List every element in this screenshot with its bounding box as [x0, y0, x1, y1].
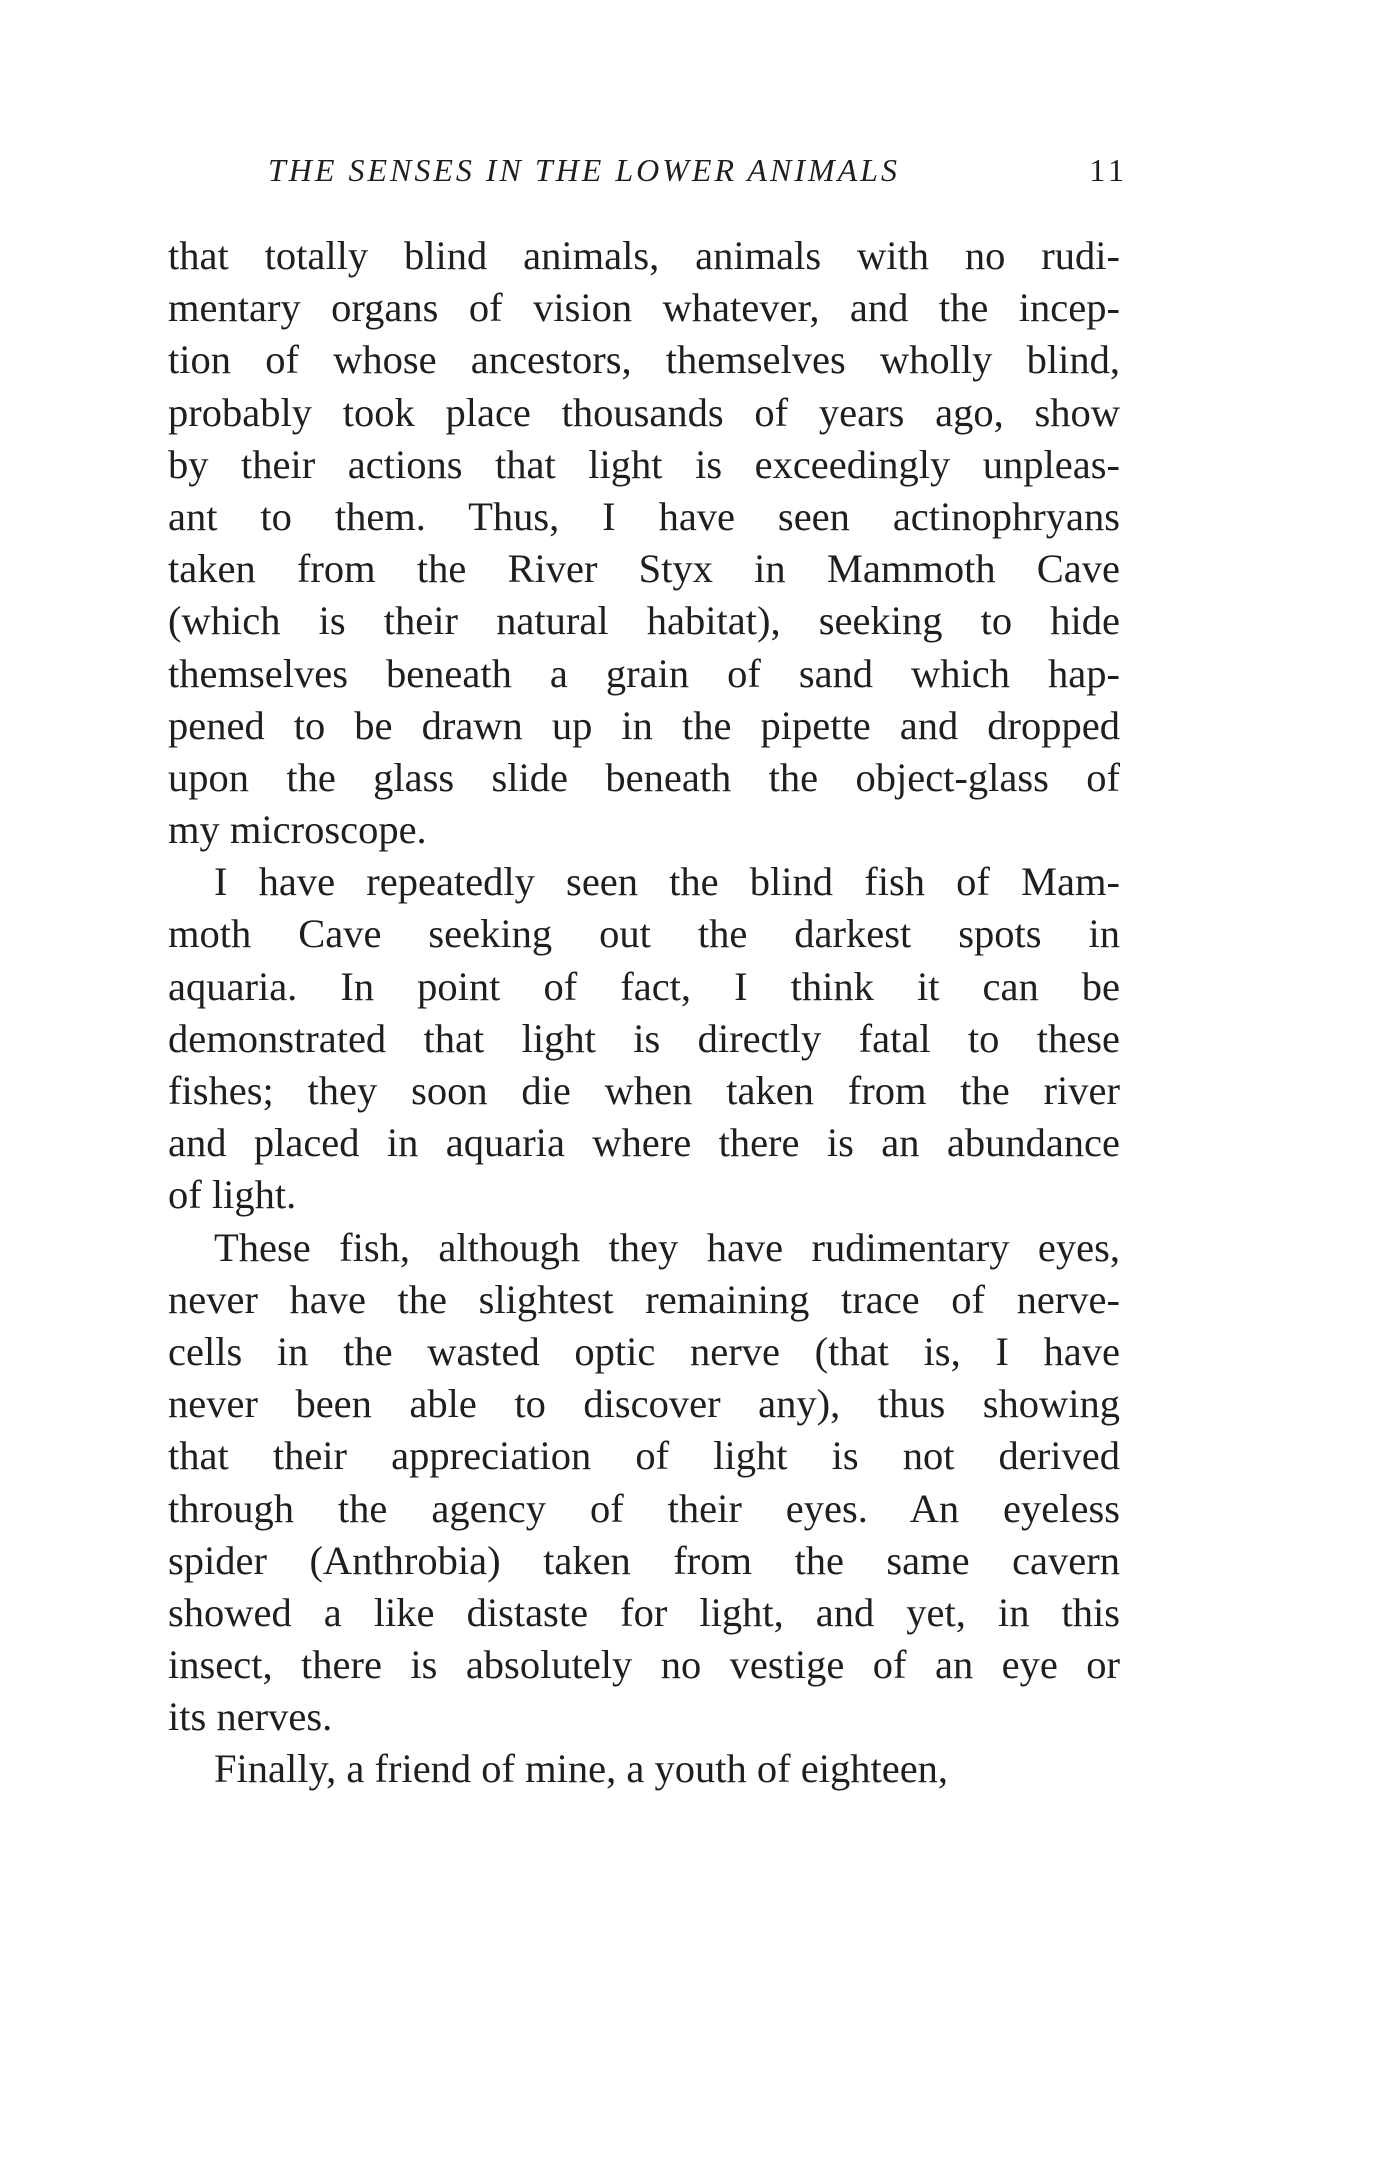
text-line: my microscope. [168, 807, 427, 853]
text-line: moth Cave seeking out the darkest spots in [168, 911, 1120, 957]
text-line: mentary organs of vision whatever, and the incep- [168, 285, 1120, 331]
text-line: tion of whose ancestors, themselves wholly blind, [168, 337, 1120, 383]
text-line: I have repeatedly seen the blind fish of Mam- [214, 859, 1120, 905]
text-line: aquaria. In point of fact, I think it can be [168, 963, 1120, 1009]
text-line: themselves beneath a grain of sand which hap- [168, 650, 1120, 696]
text-line: (which is their natural habitat), seeking to hide [168, 598, 1120, 644]
text-line: taken from the River Styx in Mammoth Cave [168, 546, 1120, 592]
running-head: THE SENSES IN THE LOWER ANIMALS [268, 152, 900, 188]
paragraph [168, 1222, 1120, 1744]
text-line: through the agency of their eyes. An eyeless [168, 1485, 1120, 1531]
text-line: fishes; they soon die when taken from the river [168, 1068, 1120, 1113]
body-text [168, 230, 1120, 1796]
text-line: of light. [168, 1172, 297, 1218]
text-line: that totally blind animals, animals with no rudi- [168, 233, 1120, 278]
text-line: upon the glass slide beneath the object-glass of [168, 754, 1120, 800]
text-line: These fish, although they have rudimentary eyes, [214, 1224, 1120, 1270]
text-line: spider (Anthrobia) taken from the same cavern [168, 1537, 1120, 1583]
page-number: 11 [1089, 152, 1128, 188]
text-line: ant to them. Thus, I have seen actinophryans [168, 493, 1120, 539]
text-line: that their appreciation of light is not derived [168, 1433, 1120, 1479]
paragraph [168, 1743, 1120, 1795]
text-line: probably took place thousands of years ago, show [168, 389, 1120, 435]
text-line: by their actions that light is exceedingly unpleas- [168, 441, 1120, 487]
page-header [168, 152, 1128, 192]
text-line: demonstrated that light is directly fatal to these [168, 1015, 1120, 1061]
text-line: Finally, a friend of mine, a youth of eighteen, [214, 1746, 949, 1792]
text-line: insect, there is absolutely no vestige of an eye or [168, 1642, 1120, 1688]
paragraph [168, 230, 1120, 856]
paragraph [168, 856, 1120, 1221]
text-line: never been able to discover any), thus showing [168, 1381, 1120, 1427]
text-line: cells in the wasted optic nerve (that is, I have [168, 1328, 1120, 1374]
text-line: its nerves. [168, 1694, 333, 1740]
text-line: and placed in aquaria where there is an abundance [168, 1120, 1120, 1166]
text-line: pened to be drawn up in the pipette and dropped [168, 702, 1120, 748]
text-line: never have the slightest remaining trace of nerve- [168, 1276, 1120, 1322]
text-line: showed a like distaste for light, and yet, in this [168, 1589, 1120, 1635]
